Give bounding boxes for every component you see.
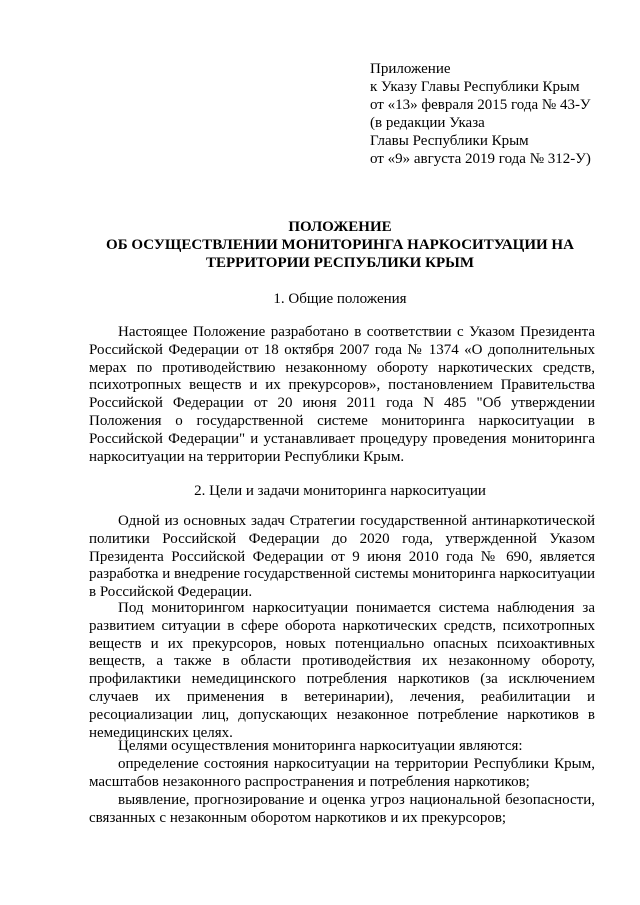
appendix-line: от «13» февраля 2015 года № 43-У: [370, 97, 591, 113]
paragraph: выявление, прогнозирование и оценка угроз национальной безопасности, связанных с незаконным оборотом наркотиков и их прекурсоров;: [89, 792, 595, 826]
paragraph: Одной из основных задач Стратегии государственной антинаркотической политики Российской Федерации до 2020 года, утвержденной Указом Президента Российской Федерации от 9 июня 2010 года № 690, является разработка и внедрение государственной системы мониторинга наркоситуации в Российской Федерации.: [89, 513, 596, 601]
appendix-note: [370, 60, 620, 168]
paragraph: Под мониторингом наркоситуации понимается система наблюдения за развитием ситуации в сфере оборота наркотических средств, психотропных веществ и их прекурсоров, новых потенциально опасных психоактивных веществ, а также в области противодействия их незаконному обороту, профилактики немедицинского потребления наркотиков (за исключением случаев их применения в ветеринарии), лечения, реабилитации и ресоциализации лиц, допускающих незаконное потребление наркотиков в немедицинских целях.: [89, 600, 595, 741]
document-title: [85, 218, 595, 272]
title-line: ПОЛОЖЕНИЕ: [288, 219, 392, 235]
paragraph: определение состояния наркоситуации на территории Республики Крым, масштабов незаконного распространения и потребления наркотиков;: [89, 756, 595, 790]
appendix-line: (в редакции Указа: [370, 115, 485, 131]
appendix-line: к Указу Главы Республики Крым: [370, 79, 580, 95]
appendix-line: Главы Республики Крым: [370, 133, 529, 149]
appendix-line: Приложение: [370, 61, 451, 77]
title-line: ОБ ОСУЩЕСТВЛЕНИИ МОНИТОРИНГА НАРКОСИТУАЦИИ НА: [106, 237, 574, 253]
appendix-line: от «9» августа 2019 года № 312-У): [370, 151, 591, 167]
title-line: ТЕРРИТОРИИ РЕСПУБЛИКИ КРЫМ: [205, 255, 474, 271]
section-heading-goals: 2. Цели и задачи мониторинга наркоситуации: [194, 483, 486, 499]
paragraph: Целями осуществления мониторинга наркоситуации являются:: [118, 738, 523, 754]
section-heading-general: 1. Общие положения: [273, 291, 407, 307]
paragraph: Настоящее Положение разработано в соответствии с Указом Президента Российской Федерации от 18 октября 2007 года № 1374 «О дополнительных мерах по противодействию незаконному обороту наркотических средств, психотропных веществ и их прекурсоров», постановлением Правительства Российской Федерации от 20 июня 2011 года N 485 "Об утверждении Положения о государственной системе мониторинга наркоситуации в Российской Федерации" и устанавливает процедуру проведения мониторинга наркоситуации на территории Республики Крым.: [89, 324, 595, 465]
